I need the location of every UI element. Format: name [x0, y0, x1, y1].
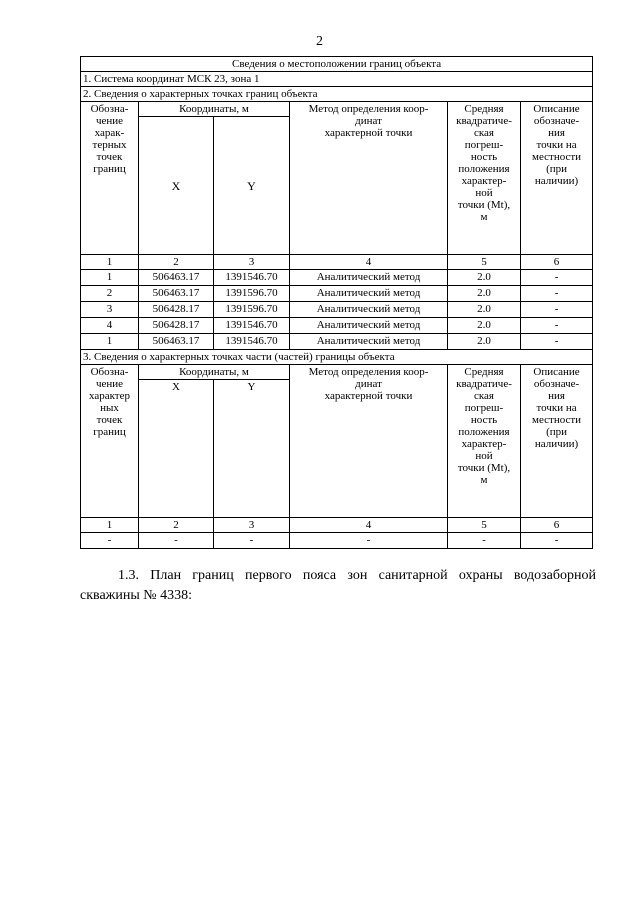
col-number: 5 — [448, 255, 521, 270]
col-number: 1 — [81, 518, 139, 533]
point-x: 506463.17 — [139, 334, 214, 350]
section-1-title: 1. Система координат МСК 23, зона 1 — [81, 72, 593, 87]
point-x: 506428.17 — [139, 302, 214, 318]
table-row — [81, 318, 593, 334]
table-row — [81, 302, 593, 318]
point-method: - — [290, 533, 448, 549]
point-method: Аналитический метод — [290, 334, 448, 350]
header-coordinates: Координаты, м — [139, 102, 290, 117]
section-2-title: 2. Сведения о характерных точках границ объекта — [81, 87, 593, 102]
page-number: 2 — [316, 34, 323, 49]
point-x: 506463.17 — [139, 286, 214, 302]
point-x: - — [139, 533, 214, 549]
point-description: - — [521, 533, 593, 549]
header-designation: Обозна- чение характер ных точек границ — [81, 365, 139, 518]
col-number: 6 — [521, 255, 593, 270]
table-row — [81, 334, 593, 350]
point-y: 1391596.70 — [214, 302, 290, 318]
point-description: - — [521, 270, 593, 286]
point-id: 1 — [81, 334, 139, 350]
header-method: Метод определения коор- динат характерной точки — [290, 365, 448, 518]
point-description: - — [521, 286, 593, 302]
point-method: Аналитический метод — [290, 270, 448, 286]
table-row — [81, 533, 593, 549]
point-y: - — [214, 533, 290, 549]
header-description: Описание обозначе- ния точки на местности (при наличии) — [521, 102, 593, 255]
boundary-table — [80, 56, 593, 549]
table-row — [81, 270, 593, 286]
col-number: 2 — [139, 518, 214, 533]
point-method: Аналитический метод — [290, 286, 448, 302]
header-designation: Обозна- чение харак- терных точек границ — [81, 102, 139, 255]
header-y: Y — [214, 380, 290, 518]
point-id: 1 — [81, 270, 139, 286]
header-coordinates: Координаты, м — [139, 365, 290, 380]
point-id: 3 — [81, 302, 139, 318]
col-number: 4 — [290, 518, 448, 533]
point-id: - — [81, 533, 139, 549]
header-x: X — [139, 380, 214, 518]
point-y: 1391546.70 — [214, 318, 290, 334]
table-row — [81, 286, 593, 302]
header-y: Y — [214, 117, 290, 255]
point-description: - — [521, 334, 593, 350]
point-description: - — [521, 318, 593, 334]
point-x: 506463.17 — [139, 270, 214, 286]
header-x: X — [139, 117, 214, 255]
point-x: 506428.17 — [139, 318, 214, 334]
col-number: 1 — [81, 255, 139, 270]
col-number: 3 — [214, 255, 290, 270]
header-method: Метод определения коор- динат характерной точки — [290, 102, 448, 255]
point-id: 2 — [81, 286, 139, 302]
col-number: 6 — [521, 518, 593, 533]
table-caption: Сведения о местоположении границ объекта — [81, 57, 593, 72]
point-y: 1391546.70 — [214, 270, 290, 286]
col-number: 3 — [214, 518, 290, 533]
point-error: 2.0 — [448, 286, 521, 302]
point-error: 2.0 — [448, 270, 521, 286]
section-paragraph: 1.3. План границ первого пояса зон санитарной охраны водозаборной скважины № 4338: — [80, 568, 596, 603]
col-number: 2 — [139, 255, 214, 270]
header-error: Средняя квадратиче- ская погреш- ность положения характер- ной точки (Mt), м — [448, 102, 521, 255]
section-3-title: 3. Сведения о характерных точках части (частей) границы объекта — [81, 350, 593, 365]
point-error: 2.0 — [448, 334, 521, 350]
point-error: 2.0 — [448, 302, 521, 318]
point-error: 2.0 — [448, 318, 521, 334]
col-number: 5 — [448, 518, 521, 533]
point-y: 1391546.70 — [214, 334, 290, 350]
point-description: - — [521, 302, 593, 318]
point-y: 1391596.70 — [214, 286, 290, 302]
point-method: Аналитический метод — [290, 318, 448, 334]
point-method: Аналитический метод — [290, 302, 448, 318]
header-error: Средняя квадратиче- ская погреш- ность положения характер- ной точки (Mt), м — [448, 365, 521, 518]
point-error: - — [448, 533, 521, 549]
col-number: 4 — [290, 255, 448, 270]
header-description: Описание обозначе- ния точки на местности (при наличии) — [521, 365, 593, 518]
point-id: 4 — [81, 318, 139, 334]
